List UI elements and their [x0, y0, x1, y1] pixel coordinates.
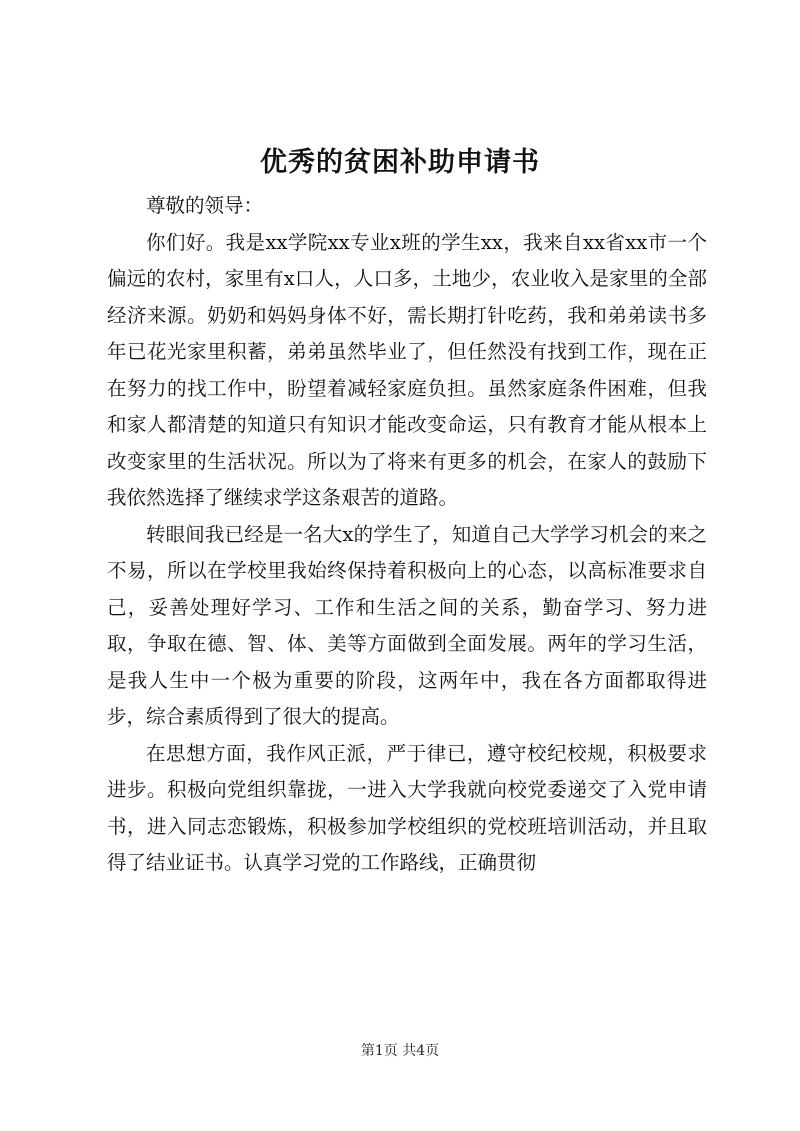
paragraph-3: 在思想方面，我作风正派，严于律已，遵守校纪校规，积极要求进步。积极向党组织靠拢，一进入大学我就向校党委递交了入党申请书，进入同志恋锻炼，积极参加学校组织的党校班培训活动，并且取得了结业证书。认真学习党的工作路线，正确贯彻 [107, 741, 707, 874]
document-title: 优秀的贫困补助申请书 [260, 147, 540, 178]
salutation: 尊敬的领导： [146, 194, 264, 217]
page-number: 第1页 共4页 [360, 1043, 440, 1059]
paragraph-1: 你们好。我是xx学院xx专业x班的学生xx，我来自xx省xx市一个偏远的农村，家里有x口人，人口多，土地少，农业收入是家里的全部经济来源。奶奶和妈妈身体不好，需长期打针吃药，我和弟弟读书多年已花光家里积蓄，弟弟虽然毕业了，但任然没有找到工作，现在正在努力的找工作中，盼望着减轻家庭负担。虽然家庭条件困难，但我和家人都清楚的知道只有知识才能改变命运，只有教育才能从根本上改变家里的生活状况。所以为了将来有更多的机会，在家人的鼓励下我依然选择了继续求学这条艰苦的道路。 [107, 230, 707, 509]
paragraph-2: 转眼间我已经是一名大x的学生了，知道自己大学学习机会的来之不易，所以在学校里我始终保持着积极向上的心态，以高标准要求自己，妥善处理好学习、工作和生活之间的关系，勤奋学习、努力进取，争取在德、智、体、美等方面做到全面发展。两年的学习生活，是我人生中一个极为重要的阶段，这两年中，我在各方面都取得进步，综合素质得到了很大的提高。 [107, 522, 707, 728]
document-body [107, 188, 707, 882]
